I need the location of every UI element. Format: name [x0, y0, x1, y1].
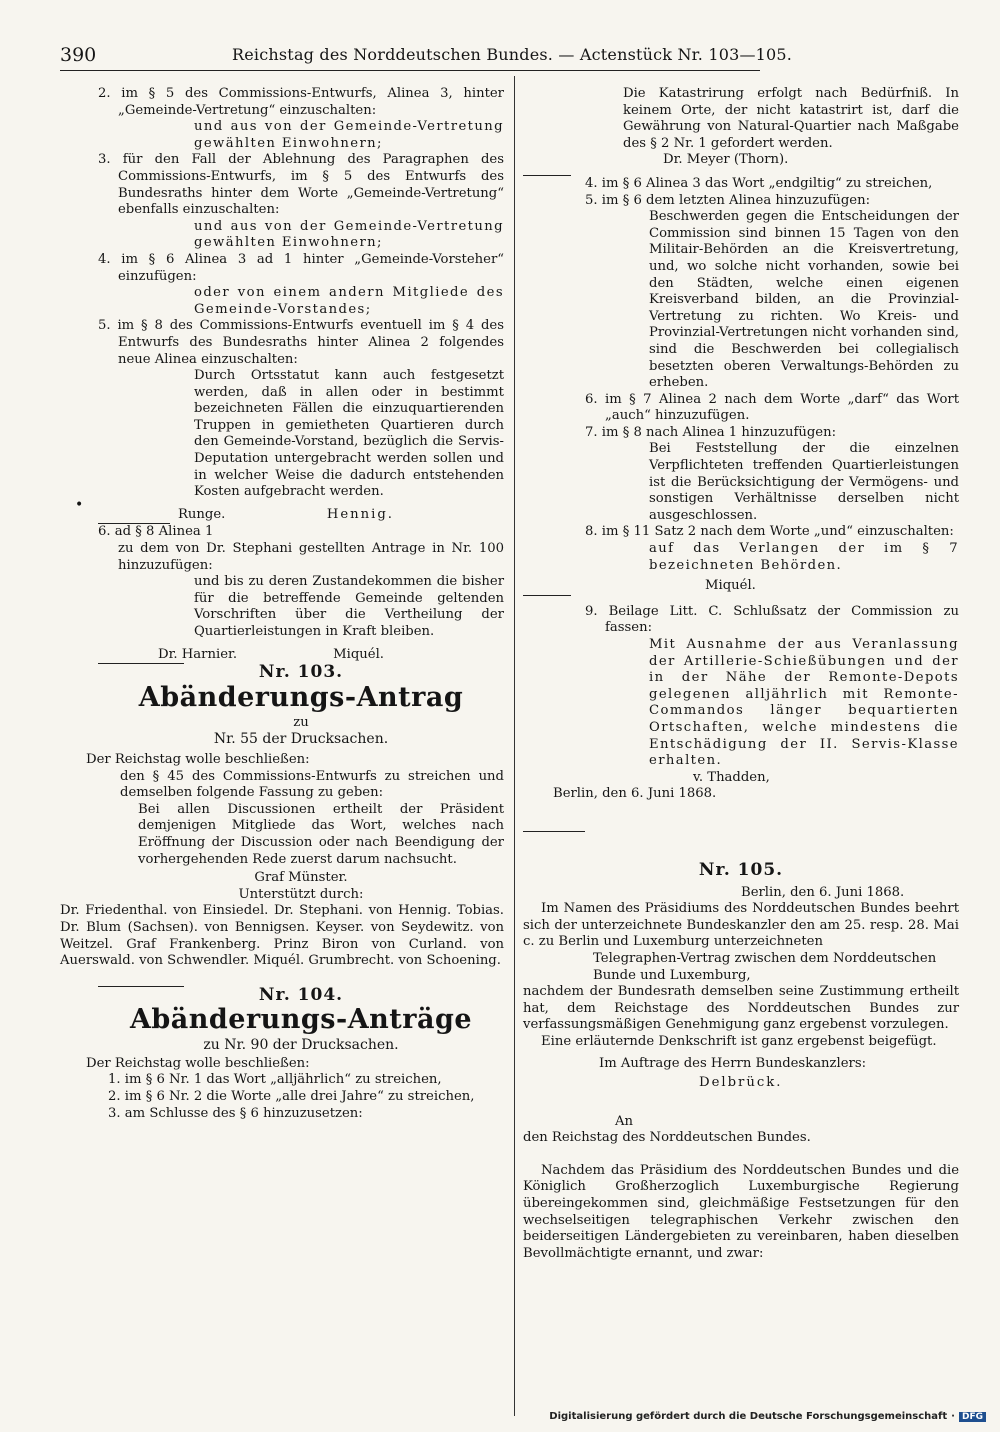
section-title: Abänderungs-Anträge	[129, 1004, 473, 1036]
amendment-quote: und bis zu deren Zustandekommen die bisher für die betreffende Gemeinde geltenden Vorschriften über die Vertheilung der Quartierleistungen in Kraft bleiben.	[194, 574, 504, 639]
signature-line	[98, 501, 504, 524]
amendment-item: 6. ad § 8 Alinea 1	[98, 524, 214, 540]
signature: Hennig.	[326, 506, 394, 522]
amendment-quote: Beschwerden gegen die Entscheidungen der Commission sind binnen 15 Tagen von den Militair-Behörden an die Kreisvertretung, und, wo solche nicht vorhanden, sowie bei den Städten, welche einen eigenen Kreisverband bilden, an die Provinzial-Vertretung zu richten. Wo Kreis- und Provinzial-Vertretungen nicht vorhanden sind, sind die Beschwerden bei collegialisch besetzten oberen Verwaltungs-Behörden zu erheben.	[649, 209, 959, 391]
motion-item: 1. im § 6 Nr. 1 das Wort „alljährlich“ zu streichen,	[108, 1072, 442, 1088]
section-number: Nr. 104.	[258, 984, 344, 1005]
amendment-item: 6. im § 7 Alinea 2 nach dem Worte „darf“ das Wort „auch“ hinzuzufügen.	[585, 391, 959, 424]
amendment-quote: auf das Verlangen der im § 7 bezeichneten Behörden.	[649, 541, 959, 573]
motion-body: den § 45 des Commissions-Entwurfs zu streichen und demselben folgende Fassung zu geben:	[120, 768, 504, 801]
motion-item: 3. am Schlusse des § 6 hinzuzusetzen:	[108, 1105, 363, 1121]
section-title: Abänderungs-Antrag	[138, 681, 464, 713]
signature: Miquél.	[705, 578, 756, 594]
amendment-item: 2. im § 5 des Commissions-Entwurfs, Alinea 3, hinter „Gemeinde-Vertretung“ einzuschalten:	[98, 86, 504, 118]
letter-paragraph: Eine erläuternde Denkschrift ist ganz ergebenst beigefügt.	[541, 1033, 937, 1049]
date-line: Berlin, den 6. Juni 1868.	[741, 884, 905, 900]
section-number: Nr. 105.	[698, 859, 784, 880]
dfg-logo-icon: DFG	[959, 1412, 986, 1422]
amendment-quote: Mit Ausnahme der aus Veranlassung der Artillerie-Schießübungen und der in der Nähe der Remonte-Depots gelegenen alljährlich mit Remonte-Commandos länger bequartierten Ortschaften, welche mindestens die Entschädigung der II. Servis-Klasse erhalten.	[649, 637, 959, 769]
letter-subject: Telegraphen-Vertrag zwischen dem Norddeutschen Bunde und Luxemburg,	[593, 950, 937, 983]
amendment-item: 5. im § 6 dem letzten Alinea hinzuzufügen:	[585, 192, 871, 208]
date-line: Berlin, den 6. Juni 1868.	[553, 786, 717, 802]
amendment-quote: oder von einem andern Mitgliede des Gemeinde-Vorstandes;	[194, 285, 504, 317]
section-reference: zu Nr. 90 der Drucksachen.	[203, 1037, 399, 1054]
section-number: Nr. 103.	[258, 662, 344, 683]
supporters-list: Dr. Friedenthal. von Einsiedel. Dr. Stephani. von Hennig. Tobias. Dr. Blum (Sachsen). von Bennigsen. Keyser. von Seydewitz. von Weitzel. Graf Frankenberg. Prinz Biron von Curland. von Auerswald. von Schwendler. Miquél. Grumbrecht. von Schoening.	[60, 903, 504, 969]
right-column	[523, 86, 959, 1262]
column-divider	[514, 76, 515, 1416]
signature: v. Thadden,	[693, 769, 770, 785]
amendment-quote: und aus von der Gemeinde-Vertretung gewählten Einwohnern;	[194, 119, 504, 151]
section-divider	[523, 831, 585, 832]
amendment-quote: und aus von der Gemeinde-Vertretung gewählten Einwohnern;	[194, 218, 504, 251]
page-number: 390	[60, 44, 97, 66]
letter-closing: Im Auftrage des Herrn Bundeskanzlers:	[599, 1056, 867, 1072]
motion-intro: Der Reichstag wolle beschließen:	[86, 751, 310, 767]
amendment-item: 9. Beilage Litt. C. Schlußsatz der Commission zu fassen:	[585, 603, 959, 636]
signature: Graf Münster.	[254, 870, 348, 886]
letter-paragraph: Nachdem das Präsidium des Norddeutschen Bundes und die Königlich Großherzoglich Luxemburgische Regierung übereingekommen sind, gleichmäßige Festsetzungen für den wechselseitigen telegraphischen Verkehr zwischen den beiderseitigen Ländergebieten zu vereinbaren, haben dieselben Bevollmächtigte ernannt, und zwar:	[523, 1162, 959, 1261]
short-divider	[523, 175, 571, 176]
section-zu: zu	[293, 714, 309, 730]
signature: Miquél.	[333, 646, 384, 662]
letter-addressee: den Reichstag des Norddeutschen Bundes.	[523, 1130, 811, 1146]
motion-quote: Die Katastrirung erfolgt nach Bedürfniß. In keinem Orte, der nicht katastrirt ist, darf die Gewährung von Natural-Quartier nach Maßgabe des § 2 Nr. 1 gefordert werden.	[623, 86, 959, 151]
amendment-text: zu dem von Dr. Stephani gestellten Antrage in Nr. 100 hinzuzufügen:	[118, 541, 504, 573]
digitization-footer: Digitalisierung gefördert durch die Deutsche Forschungsgemeinschaft · DFG	[549, 1411, 986, 1422]
amendment-quote: Bei Feststellung der die einzelnen Verpflichteten treffenden Quartierleistungen ist die Berücksichtigung der Vermögens- und sonstigen Verhältnisse derselben nicht ausgeschlossen.	[649, 441, 959, 523]
amendment-item: 7. im § 8 nach Alinea 1 hinzuzufügen:	[585, 424, 837, 440]
amendment-item: 5. im § 8 des Commissions-Entwurfs eventuell im § 4 des Entwurfs des Bundesraths hinter Alinea 2 folgendes neue Alinea einzuschalten:	[98, 318, 504, 367]
amendment-quote: Durch Ortsstatut kann auch festgesetzt werden, daß in allen oder in bestimmt bezeichneten Fällen die einzuquartierenden Truppen in gemietheten Quartieren durch den Gemeinde-Vorstand, bezüglich die Servis-Deputation untergebracht werden sollen und in welcher Weise die dadurch entstehenden Kosten aufgebracht werden.	[194, 368, 504, 500]
motion-intro: Der Reichstag wolle beschließen:	[86, 1055, 310, 1071]
motion-quote: Bei allen Discussionen ertheilt der Präsident demjenigen Mitgliede das Wort, welches nach Eröffnung der Discussion oder nach Beendigung der vorhergehenden Rede zuerst darum nachsucht.	[138, 801, 504, 867]
short-divider	[523, 595, 571, 596]
signature-line	[98, 641, 504, 664]
letter-paragraph: nachdem der Bundesrath demselben seine Zustimmung ertheilt hat, dem Reichstage des Norddeutschen Bundes zur verfassungsmäßigen Genehmigung ganz ergebenst vorzulegen.	[523, 984, 959, 1033]
margin-mark: •	[75, 497, 84, 513]
amendment-item: 8. im § 11 Satz 2 nach dem Worte „und“ einzuschalten:	[585, 524, 954, 540]
signature: Dr. Meyer (Thorn).	[663, 152, 789, 168]
letter-paragraph: Im Namen des Präsidiums des Norddeutschen Bundes beehrt sich der unterzeichnete Bundeskanzler den am 25. resp. 28. Mai c. zu Berlin und Luxemburg unterzeichneten	[523, 901, 959, 950]
signature: Dr. Harnier.	[158, 646, 238, 662]
left-column	[60, 86, 504, 1122]
section-reference: Nr. 55 der Drucksachen.	[213, 731, 389, 748]
amendment-item: 4. im § 6 Alinea 3 das Wort „endgiltig“ zu streichen,	[585, 175, 933, 191]
support-label: Unterstützt durch:	[238, 886, 364, 902]
letter-an: An	[615, 1113, 634, 1129]
amendment-item: 4. im § 6 Alinea 3 ad 1 hinter „Gemeinde-Vorsteher“ einzufügen:	[98, 251, 504, 284]
page-header	[60, 44, 793, 70]
signature: Delbrück.	[699, 1075, 783, 1091]
header-rule	[60, 70, 760, 71]
motion-item: 2. im § 6 Nr. 2 die Worte „alle drei Jahre“ zu streichen,	[108, 1089, 475, 1105]
amendment-item: 3. für den Fall der Ablehnung des Paragraphen des Commissions-Entwurfs, im § 5 des Entwurfs des Bundesraths hinter dem Worte „Gemeinde-Vertretung“ ebenfalls einzuschalten:	[98, 152, 504, 218]
footer-credit: Digitalisierung gefördert durch die Deutsche Forschungsgemeinschaft	[549, 1411, 948, 1422]
running-title: Reichstag des Norddeutschen Bundes. — Actenstück Nr. 103—105.	[232, 45, 793, 64]
signature: Runge.	[178, 506, 226, 522]
